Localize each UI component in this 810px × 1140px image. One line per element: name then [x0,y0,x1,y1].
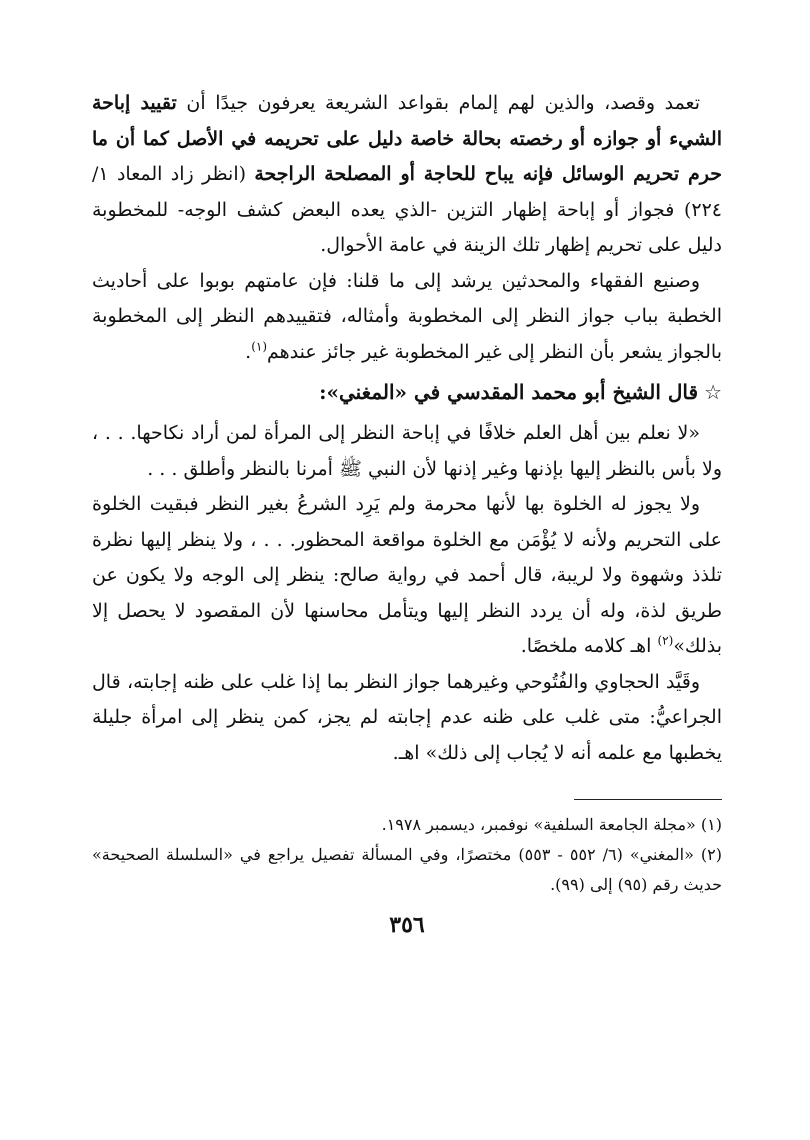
section-heading [92,374,722,410]
footnote-divider [574,799,722,800]
footnotes [92,810,722,900]
quote-paragraph-1 [92,416,722,487]
paragraph-1 [92,86,722,264]
paragraph-2 [92,264,722,371]
book-page [92,86,722,940]
quote-paragraph-3 [92,665,722,772]
text-run: ولا يجوز له الخلوة بها لأنها محرمة ولم يَرِد الشرعُ بغير النظر فبقيت الخلوة على التحريم ولأنه لا يُؤْمَن مع الخلوة مواقعة المحظور. . . ، ولا ينظر إليها نظرة تلذذ وشهوة ولا لريبة، قال أحمد في رواية صالح: ينظر إلى الوجه ولا يكون عن طريق لذة، وله أن يردد النظر إليها ويتأمل محاسنها لأن المقصود لا يحصل إلا بذلك» [92,493,722,657]
footnote-1: (١) «مجلة الجامعة السلفية» نوفمبر، ديسمبر ١٩٧٨. [381,815,722,834]
footnote-marker: (٢) [657,633,674,648]
text-run: وقَيَّد الحجاوي والفُتُوحي وغيرهما جواز النظر بما إذا غلب على ظنه إجابته، قال الجراعيُّ: متى غلب على ظنه عدم إجابته لم يجز، كمن ينظر إلى امرأة جليلة يخطبها مع علمه أنه لا يُجاب إلى ذلك» اهـ. [92,670,722,764]
star-icon: ☆ [704,380,722,404]
text-run: «لا نعلم بين أهل العلم خلافًا في إباحة النظر إلى المرأة لمن أراد نكاحها. . . ، ولا بأس بالنظر إليها بإذنها وغير إذنها لأن النبي ﷺ أمرنا بالنظر وأطلق . . . [92,422,722,480]
heading-text: قال الشيخ أبو محمد المقدسي في «المغني»: [319,380,699,404]
text-run: (انظر زاد المعاد ١/ ٢٢٤) فجواز أو إباحة إظهار التزين -الذي يعده البعض كشف الوجه- للمخطوبة دليل على تحريم إظهار تلك الزينة في عامة الأحوال. [92,163,722,256]
text-run: . [245,340,252,363]
text-run: تعمد وقصد، والذين لهم إلمام بقواعد الشريعة يعرفون جيدًا أن [176,92,701,114]
text-run: وصنيع الفقهاء والمحدثين يرشد إلى ما قلنا: فإن عامتهم بوبوا على أحاديث الخطبة بباب جواز النظر إلى المخطوبة وأمثاله، فتقييدهم النظر إلى المخطوبة بالجواز يشعر بأن النظر إلى غير المخطوبة غير جائز عندهم [92,269,722,363]
quote-paragraph-2 [92,487,722,665]
footnote-2: (٢) «المغني» (٦/ ٥٥٢ - ٥٥٣) مختصرًا، وفي المسألة تفصيل يراجع في «السلسلة الصحيحة» حديث رقم (٩٥) إلى (٩٩). [92,845,723,894]
text-run: تقييد إباحة الشيء أو جوازه أو رخصته بحالة خاصة دليل على تحريمه في الأصل كما أن ما حرم تحريم الوسائل فإنه يباح للحاجة أو المصلحة الراجحة [92,92,723,185]
page-number: ٣٥٦ [389,912,425,938]
footnote-marker: (١) [251,339,268,354]
main-text [92,86,722,771]
text-run: اهـ كلامه ملخصًا. [520,635,658,657]
